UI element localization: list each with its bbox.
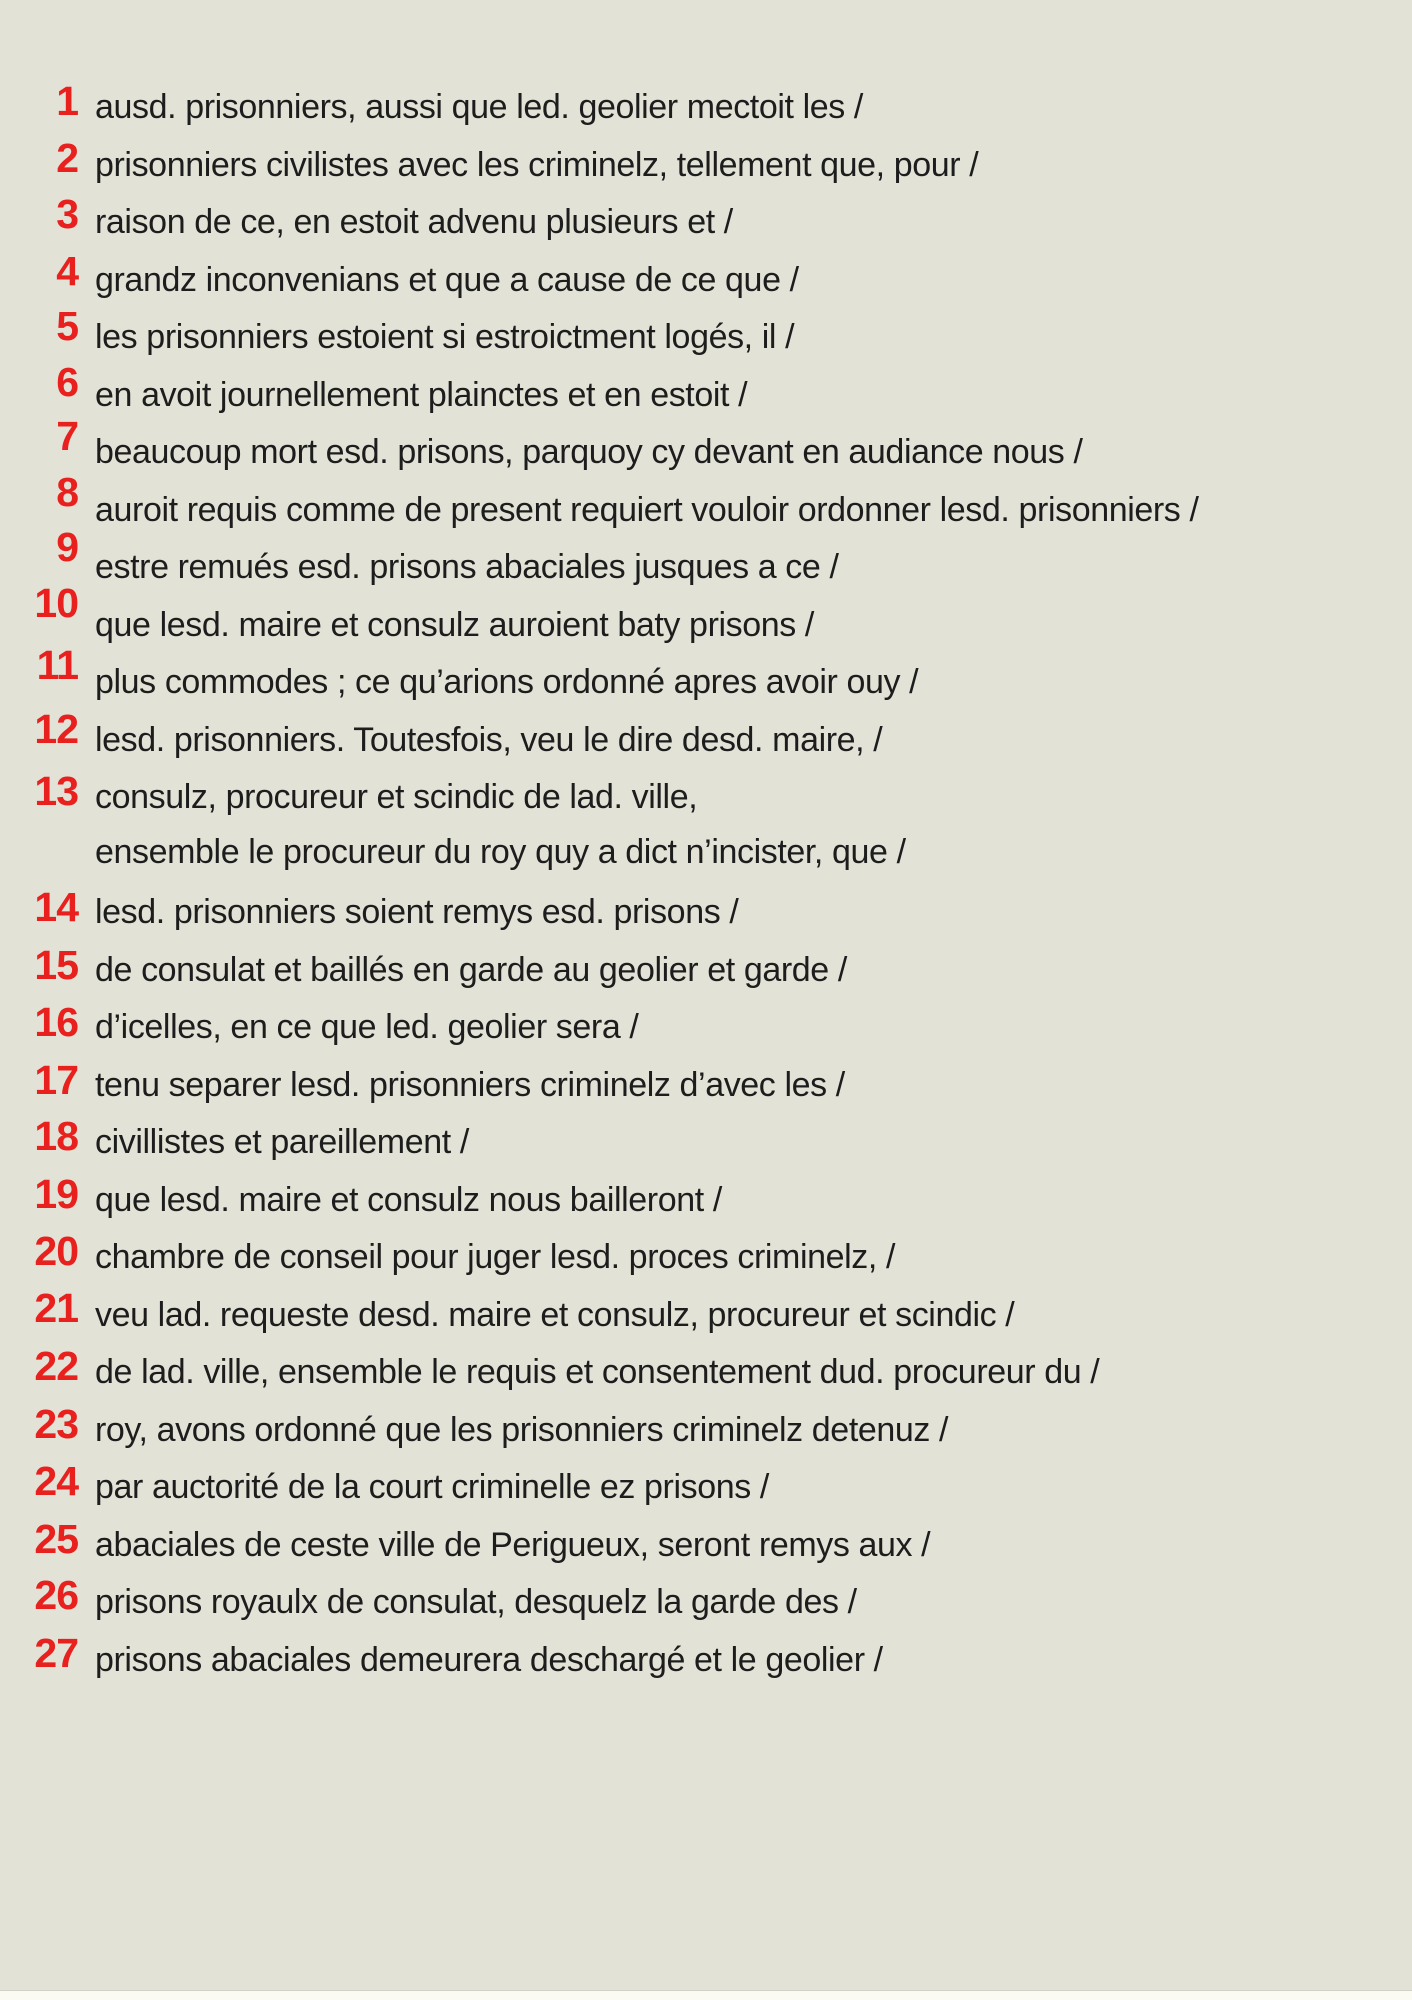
text-line — [0, 76, 1412, 134]
text-line — [0, 642, 1412, 709]
line-text: lesd. prisonniers soient remys esd. prisons / — [95, 893, 739, 931]
line-number: 26 — [34, 1572, 78, 1618]
line-text: d’icelles, en ce que led. geolier sera / — [95, 1008, 639, 1046]
line-number: 21 — [34, 1284, 78, 1331]
line-text: de lad. ville, ensemble le requis et consentement dud. procureur du / — [95, 1353, 1100, 1391]
text-line — [0, 1054, 1412, 1112]
line-number: 14 — [34, 884, 78, 930]
line-number: 3 — [56, 191, 78, 237]
text-line — [0, 191, 1412, 249]
text-line — [0, 134, 1412, 192]
line-text: ensemble le procureur du roy quy a dict n’incister, que / — [95, 832, 906, 871]
text-line — [0, 705, 1412, 767]
bottom-page-edge — [0, 1990, 1412, 2000]
line-text: beaucoup mort esd. prisons, parquoy cy devant en audiance nous / — [95, 433, 1083, 471]
text-line — [0, 524, 1412, 594]
line-number: 10 — [34, 579, 78, 626]
line-text: chambre de conseil pour juger lesd. proces criminelz, / — [95, 1238, 896, 1276]
text-line — [0, 996, 1412, 1054]
line-text: prisonniers civilistes avec les criminelz, tellement que, pour / — [95, 145, 979, 184]
line-text: par auctorité de la court criminelle ez prisons / — [95, 1468, 769, 1506]
text-line — [0, 1226, 1412, 1284]
line-number: 13 — [34, 768, 78, 814]
line-text: de consulat et baillés en garde au geolier et garde / — [95, 950, 847, 989]
line-number: 24 — [34, 1458, 78, 1504]
line-text: auroit requis comme de present requiert vouloir ordonner lesd. prisonniers / — [95, 490, 1199, 529]
text-line — [0, 303, 1412, 364]
line-number: 12 — [34, 705, 78, 752]
line-number: 18 — [34, 1113, 78, 1159]
text-line — [0, 249, 1412, 307]
text-line — [0, 413, 1412, 479]
line-number: 6 — [56, 358, 78, 405]
text-line — [0, 1341, 1412, 1399]
text-line — [0, 1456, 1412, 1514]
text-line — [0, 766, 1412, 824]
line-number: 20 — [34, 1228, 78, 1274]
line-text: civillistes et pareillement / — [95, 1123, 469, 1161]
text-line — [0, 939, 1412, 997]
text-line — [0, 579, 1412, 652]
text-line — [0, 1399, 1412, 1457]
line-number: 1 — [56, 78, 78, 124]
line-number: 7 — [56, 413, 78, 459]
text-line — [0, 1629, 1412, 1687]
line-text: ausd. prisonniers, aussi que led. geolier mectoit les / — [95, 88, 863, 126]
line-number: 5 — [56, 303, 78, 349]
line-text: roy, avons ordonné que les prisonniers criminelz detenuz / — [95, 1410, 949, 1449]
text-line — [0, 1514, 1412, 1572]
line-number: 27 — [34, 1629, 78, 1676]
line-text: que lesd. maire et consulz auroient baty prisons / — [95, 605, 814, 644]
line-number: 23 — [34, 1400, 78, 1447]
text-line — [0, 1571, 1412, 1629]
line-text: lesd. prisonniers. Toutesfois, veu le dire desd. maire, / — [95, 720, 883, 759]
text-line — [0, 468, 1412, 537]
line-text: consulz, procureur et scindic de lad. ville, — [95, 778, 698, 816]
line-number: 16 — [34, 999, 78, 1045]
text-line — [0, 1169, 1412, 1227]
line-text: raison de ce, en estoit advenu plusieurs et / — [95, 203, 733, 241]
line-number: 15 — [34, 941, 78, 988]
line-number: 2 — [56, 134, 78, 181]
line-text: en avoit journellement plainctes et en estoit / — [95, 375, 748, 414]
line-number: 8 — [56, 468, 78, 515]
line-number: 11 — [36, 642, 78, 688]
text-line — [0, 881, 1412, 939]
text-line — [0, 358, 1412, 422]
text-line — [0, 1111, 1412, 1169]
line-text: abaciales de ceste ville de Perigueux, seront remys aux / — [95, 1525, 931, 1564]
line-text: estre remués esd. prisons abaciales jusques a ce / — [95, 548, 839, 586]
line-number: 9 — [56, 524, 78, 570]
line-text: prisons royaulx de consulat, desquelz la garde des / — [95, 1583, 857, 1621]
text-line — [0, 1284, 1412, 1342]
line-number: 17 — [34, 1056, 78, 1103]
text-line-continuation — [0, 824, 1412, 882]
line-number: 4 — [56, 247, 78, 294]
line-number: 25 — [34, 1515, 78, 1562]
line-number: 19 — [34, 1170, 78, 1217]
line-text: les prisonniers estoient si estroictment logés, il / — [95, 318, 795, 356]
line-text: tenu separer lesd. prisonniers criminelz d’avec les / — [95, 1065, 845, 1104]
line-text: grandz inconvenians et que a cause de ce que / — [95, 260, 799, 299]
line-number: 22 — [34, 1343, 78, 1389]
line-text: prisons abaciales demeurera deschargé et le geolier / — [95, 1640, 883, 1679]
line-text: plus commodes ; ce qu’arions ordonné apres avoir ouy / — [95, 663, 919, 701]
line-text: que lesd. maire et consulz nous bailleront / — [95, 1180, 722, 1219]
line-text: veu lad. requeste desd. maire et consulz, procureur et scindic / — [95, 1295, 1015, 1334]
